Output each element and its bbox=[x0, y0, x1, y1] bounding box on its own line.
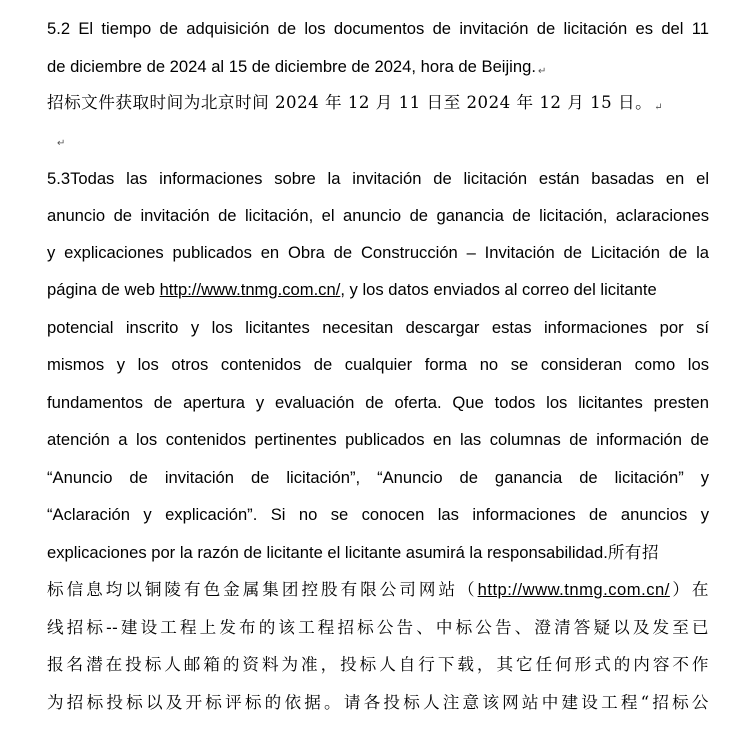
empty-paragraph-mark-icon: ↵ bbox=[57, 138, 66, 149]
text-run: anuncio de invitación de licitación, el anuncio de ganancia de licitación, aclaraciones bbox=[47, 206, 709, 225]
para-5-2-line-3-zh bbox=[47, 91, 709, 115]
text-run: 标信息均以铜陵有色金属集团控股有限公司网站（ bbox=[47, 580, 478, 599]
text-run-zh: 所有招 bbox=[607, 543, 660, 562]
text-run: explicaciones por la razón de licitante el licitante asumirá la responsabilidad. bbox=[47, 543, 608, 562]
paragraph-mark-icon: ↵ bbox=[654, 102, 664, 113]
para-5-2-line-1 bbox=[47, 17, 709, 41]
text-run: , y los datos enviados al correo del licitante bbox=[340, 280, 657, 299]
text-run: de diciembre de 2024 al 15 de diciembre de 2024, hora de Beijing. bbox=[47, 57, 536, 76]
para-5-3-line-1 bbox=[47, 167, 709, 191]
text-run: “Aclaración y explicación”. Si no se conocen las informaciones de anuncios y bbox=[47, 505, 709, 524]
para-5-3-line-15-zh bbox=[47, 691, 709, 715]
para-5-3-line-12-zh bbox=[47, 578, 709, 602]
paragraph-mark-icon: ↵ bbox=[537, 66, 547, 77]
para-5-3-line-13-zh bbox=[47, 616, 709, 640]
para-5-3-line-14-zh bbox=[47, 653, 709, 677]
para-5-3-line-2 bbox=[47, 204, 709, 228]
para-5-3-line-6 bbox=[47, 353, 709, 377]
para-5-3-line-11 bbox=[47, 541, 709, 565]
text-run: 招标文件获取时间为北京时间 2024 年 12 月 11 日至 2024 年 12 月 15 日。 bbox=[47, 93, 653, 112]
para-5-3-line-5 bbox=[47, 316, 709, 340]
para-5-3-line-8 bbox=[47, 428, 709, 452]
para-5-3-line-10 bbox=[47, 503, 709, 527]
para-5-3-line-4 bbox=[47, 278, 709, 302]
para-5-3-line-7 bbox=[47, 391, 709, 415]
para-5-3-line-3 bbox=[47, 241, 709, 265]
text-run: 线招标--建设工程上发布的该工程招标公告、中标公告、澄清答疑以及发至已 bbox=[47, 618, 709, 637]
text-run: y explicaciones publicados en Obra de Construcción – Invitación de Licitación de la bbox=[47, 243, 709, 262]
text-run: ）在 bbox=[669, 580, 710, 599]
text-run: fundamentos de apertura y evaluación de oferta. Que todos los licitantes presten bbox=[47, 393, 709, 412]
text-run: página de web bbox=[47, 280, 160, 299]
text-run: 报名潜在投标人邮箱的资料为准，投标人自行下载，其它任何形式的内容不作 bbox=[47, 655, 709, 674]
tnmg-website-link[interactable]: http://www.tnmg.com.cn/ bbox=[159, 280, 341, 299]
text-run: atención a los contenidos pertinentes publicados en las columnas de información de bbox=[47, 430, 709, 449]
text-run: 5.2 El tiempo de adquisición de los documentos de invitación de licitación es del 11 bbox=[47, 19, 709, 38]
text-run: 为招标投标以及开标评标的依据。请各投标人注意该网站中建设工程“招标公 bbox=[47, 693, 709, 712]
text-run: mismos y los otros contenidos de cualquier forma no se consideran como los bbox=[47, 355, 709, 374]
para-5-3-line-9 bbox=[47, 466, 709, 490]
text-run: 5.3Todas las informaciones sobre la invitación de licitación están basadas en el bbox=[47, 169, 709, 188]
text-run: potencial inscrito y los licitantes necesitan descargar estas informaciones por sí bbox=[47, 318, 709, 337]
para-5-2-line-2 bbox=[47, 55, 709, 79]
tnmg-website-link-zh[interactable]: http://www.tnmg.com.cn/ bbox=[477, 580, 670, 599]
text-run: “Anuncio de invitación de licitación”, “Anuncio de ganancia de licitación” y bbox=[47, 468, 709, 487]
